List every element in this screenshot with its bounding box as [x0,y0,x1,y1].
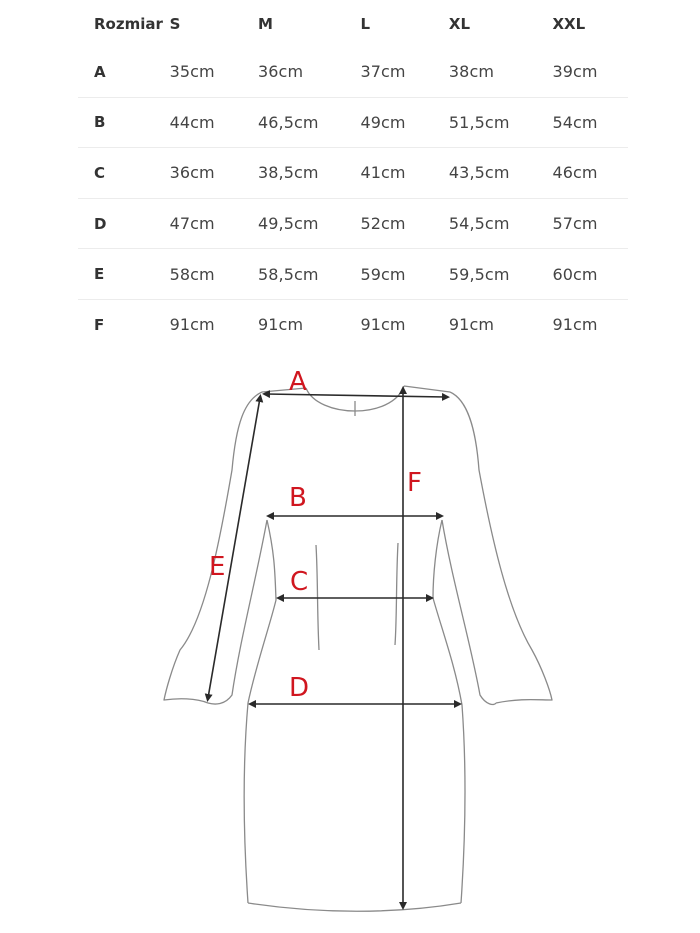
row-label: F [94,315,105,334]
hem [248,903,461,911]
table-cell: 58cm [169,264,215,284]
table-row [78,47,628,97]
table-cell: 36cm [169,163,215,183]
table-cell: 49cm [360,112,406,132]
table-cell: 35cm [169,62,215,82]
header-xxl: XXL [552,14,586,33]
dress-diagram [0,355,700,933]
label-e: E [209,552,226,582]
table-cell: 46,5cm [258,112,319,132]
table-row [78,249,628,300]
label-a: A [289,367,307,397]
left-side [244,520,276,903]
table-cell: 91cm [169,315,215,335]
table-cell: 54,5cm [448,214,510,234]
table-cell: 46cm [552,163,598,183]
table-cell: 41cm [360,163,406,183]
table-row [78,299,628,349]
table-cell: 91cm [258,315,304,335]
table-cell: 91cm [448,315,495,335]
label-b: B [289,483,307,513]
header-xl: XL [448,14,471,33]
table-cell: 91cm [552,315,598,335]
table-cell: 39cm [552,62,598,82]
table-cell: 52cm [360,214,406,234]
table-cell: 59,5cm [448,264,510,284]
table-cell: 36cm [258,62,304,82]
header-m: M [258,14,273,33]
header-size: Rozmiar [94,14,163,33]
row-label: A [94,62,106,81]
label-c: C [290,567,309,597]
table-cell: 49,5cm [258,214,319,234]
dress-outline [164,386,552,911]
right-dart [395,543,398,645]
table-cell: 59cm [360,264,406,284]
table-cell: 60cm [552,264,598,284]
header-s: S [169,14,181,33]
table-row [78,148,628,199]
table-cell: 54cm [552,112,598,132]
table-cell: 91cm [360,315,406,335]
right-side [433,520,465,903]
row-label: B [94,113,106,132]
table-cell: 38cm [448,62,495,82]
size-table [78,0,628,350]
row-label: D [94,214,107,233]
label-f: F [407,468,422,498]
table-cell: 38,5cm [258,163,319,183]
table-cell: 58,5cm [258,264,319,284]
right-sleeve-outer [450,392,552,703]
table-header-row [78,0,628,47]
left-sleeve-outer [164,392,262,703]
header-l: L [360,14,371,33]
table-cell: 57cm [552,214,598,234]
table-cell: 43,5cm [448,163,510,183]
table-cell: 44cm [169,112,215,132]
right-shoulder [404,386,450,392]
label-d: D [289,673,310,703]
table-cell: 47cm [169,214,215,234]
table-cell: 37cm [360,62,406,82]
row-label: E [94,265,105,284]
row-label: C [94,163,106,182]
table-cell: 51,5cm [448,112,510,132]
line-e [208,398,260,698]
table-row [78,97,628,148]
right-sleeve-inner [442,520,496,704]
table-row [78,198,628,249]
